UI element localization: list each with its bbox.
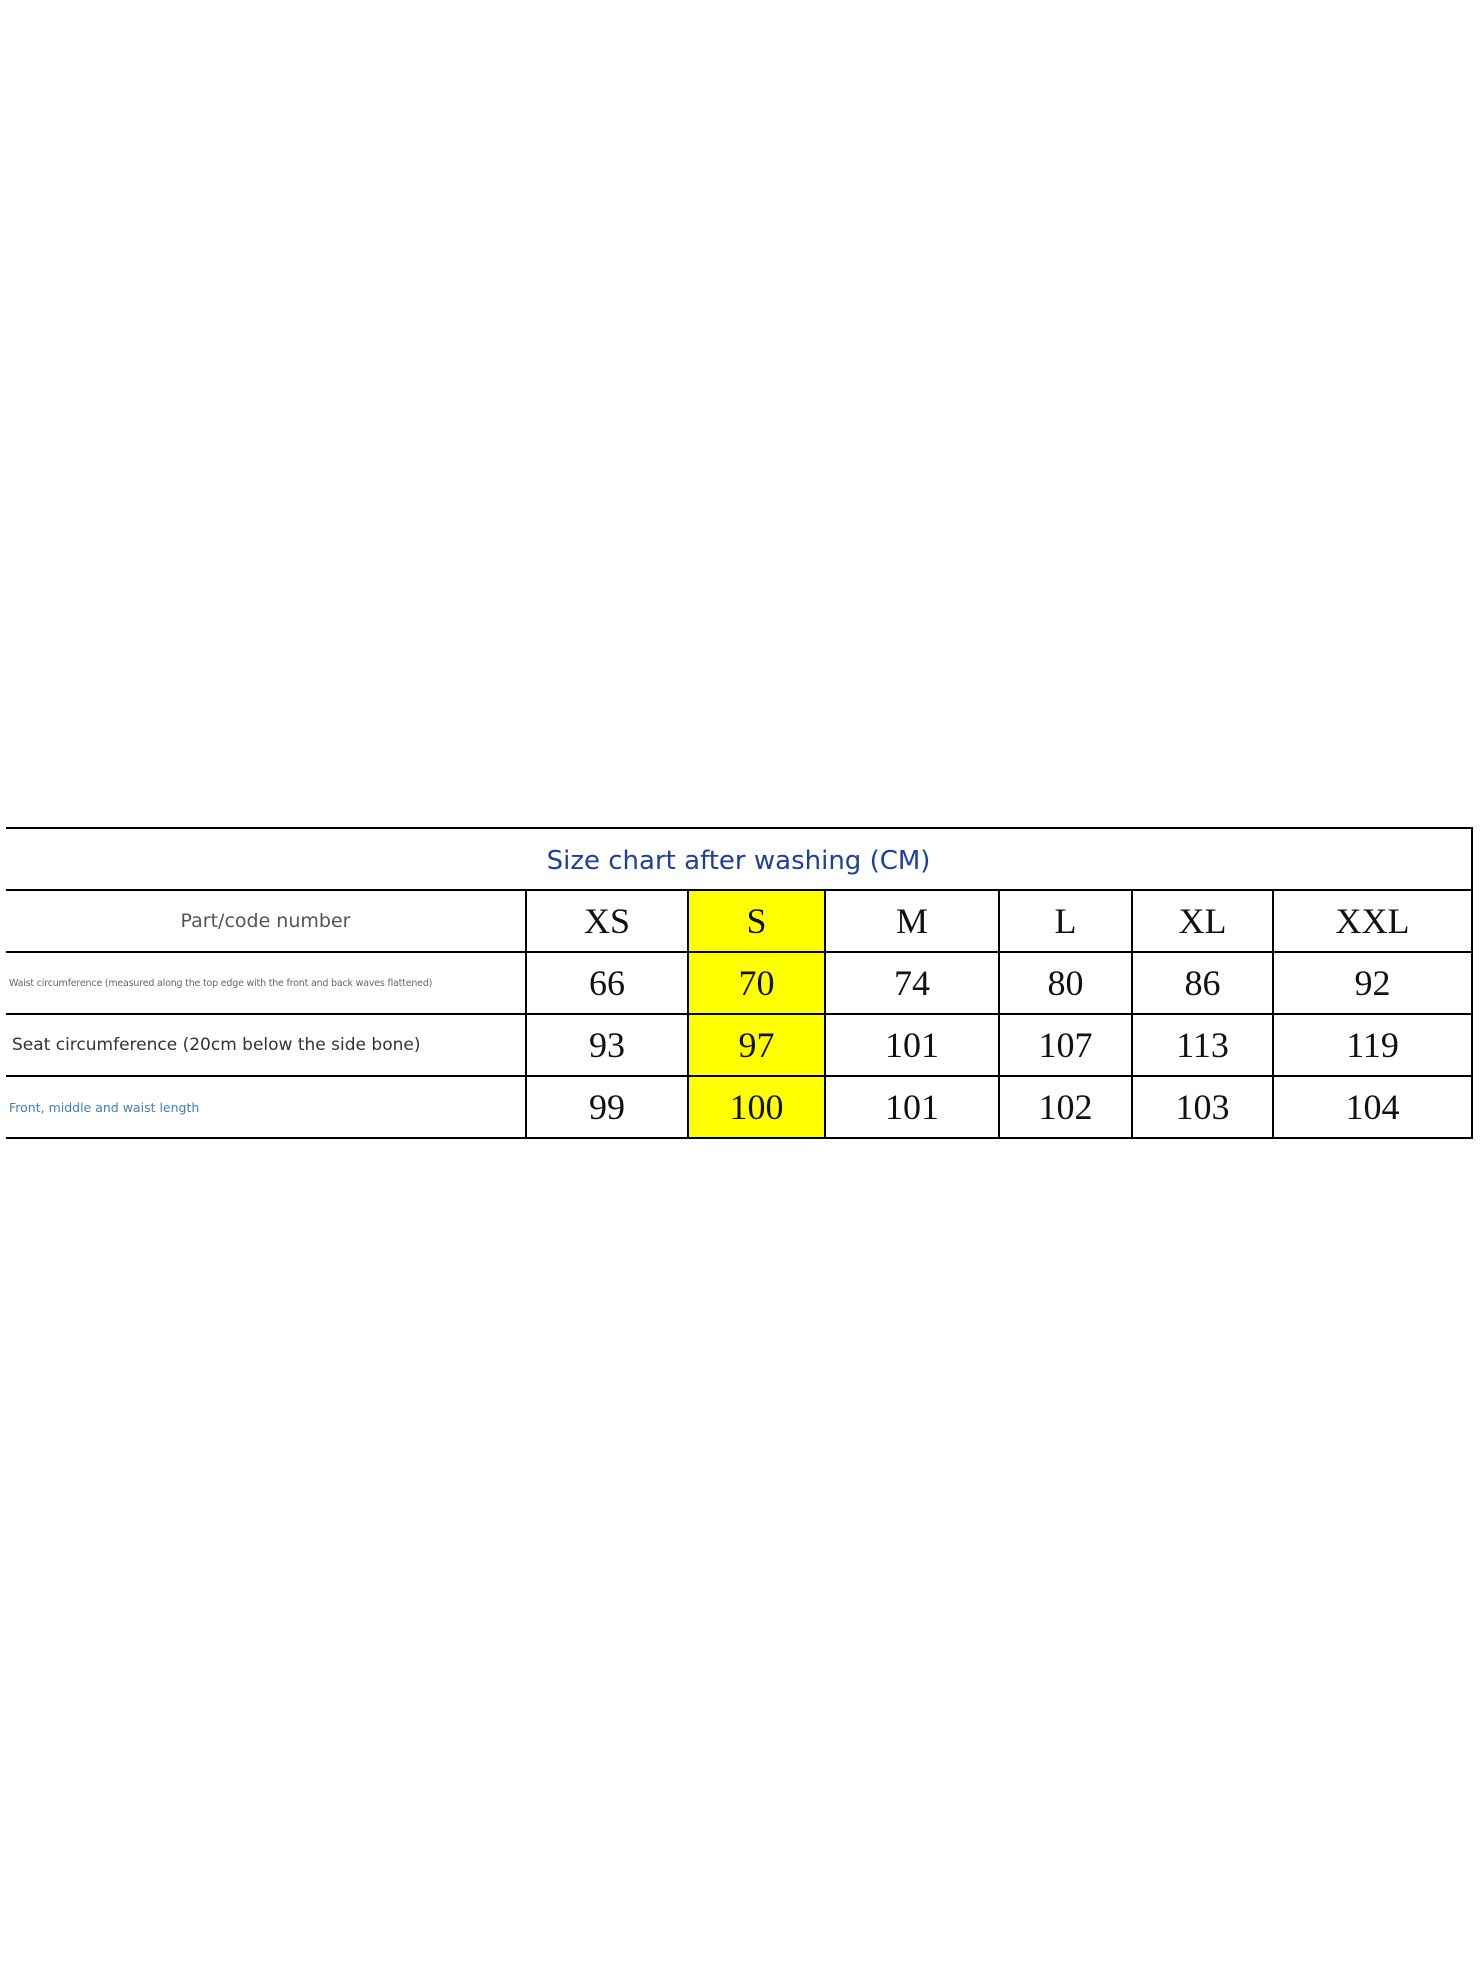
part-code-header: Part/code number (6, 890, 526, 952)
table-cell: 102 (999, 1076, 1132, 1138)
size-header-m: M (825, 890, 999, 952)
table-cell: 103 (1132, 1076, 1273, 1138)
size-chart-title: Size chart after washing (CM) (6, 828, 1472, 890)
table-cell: 70 (688, 952, 825, 1014)
row-label-seat: Seat circumference (20cm below the side bone) (6, 1014, 526, 1076)
table-cell: 92 (1273, 952, 1472, 1014)
row-label-waist: Waist circumference (measured along the top edge with the front and back waves flattened) (6, 952, 526, 1014)
table-cell: 101 (825, 1076, 999, 1138)
title-row (6, 828, 1472, 890)
table-cell: 97 (688, 1014, 825, 1076)
table-cell: 93 (526, 1014, 688, 1076)
table-cell: 66 (526, 952, 688, 1014)
table-cell: 107 (999, 1014, 1132, 1076)
table-cell: 104 (1273, 1076, 1472, 1138)
size-header-xs: XS (526, 890, 688, 952)
table-cell: 119 (1273, 1014, 1472, 1076)
size-header-l: L (999, 890, 1132, 952)
size-header-s: S (688, 890, 825, 952)
table-cell: 113 (1132, 1014, 1273, 1076)
row-label-front-length: Front, middle and waist length (6, 1076, 526, 1138)
size-header-xl: XL (1132, 890, 1273, 952)
table-cell: 86 (1132, 952, 1273, 1014)
table-cell: 100 (688, 1076, 825, 1138)
table-row-front-length (6, 1076, 1472, 1138)
table-row-waist (6, 952, 1472, 1014)
table-cell: 101 (825, 1014, 999, 1076)
table-row-seat (6, 1014, 1472, 1076)
table-cell: 99 (526, 1076, 688, 1138)
size-chart-table (6, 827, 1473, 1139)
table-cell: 80 (999, 952, 1132, 1014)
size-header-xxl: XXL (1273, 890, 1472, 952)
header-row (6, 890, 1472, 952)
table-cell: 74 (825, 952, 999, 1014)
